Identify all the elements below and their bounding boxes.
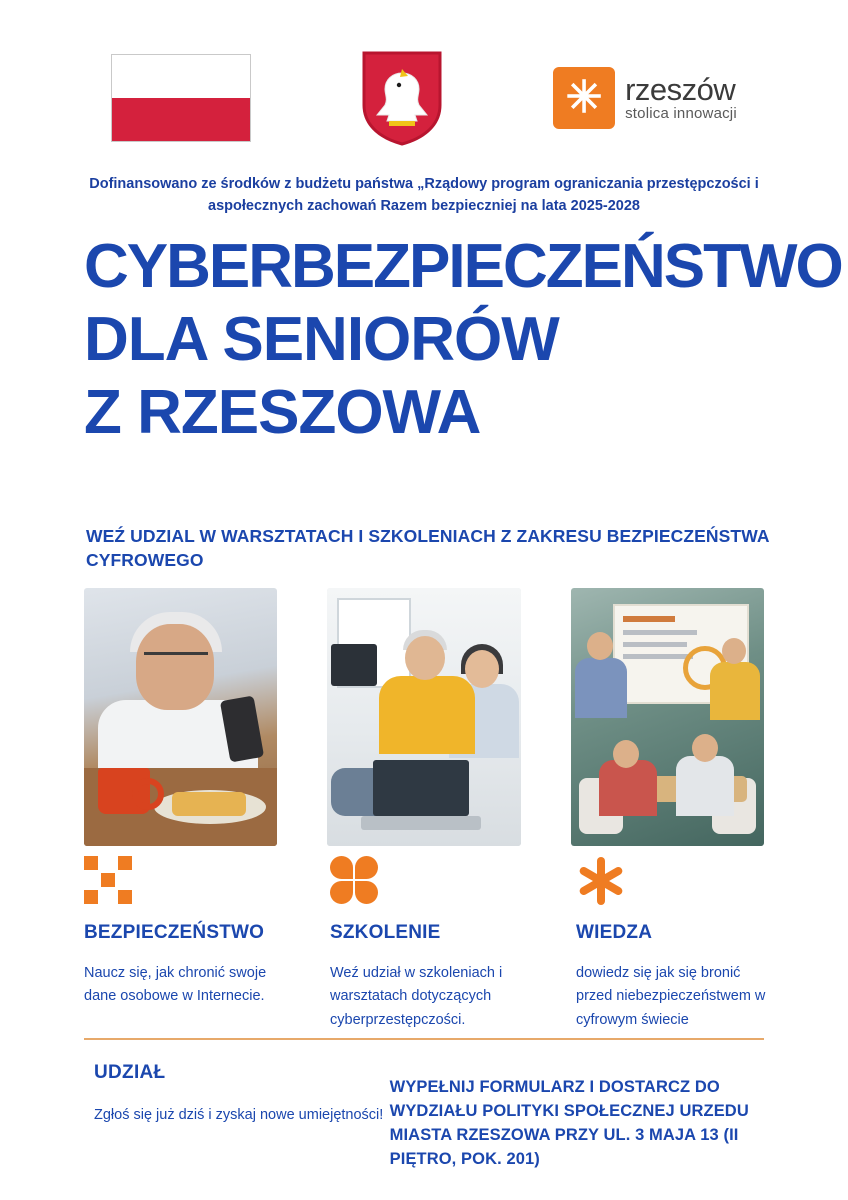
photo3-person1-body (575, 658, 627, 718)
feature-title: BEZPIECZEŃSTWO (84, 922, 265, 943)
photo2-man-body (379, 676, 475, 754)
feature-wiedza (576, 856, 772, 1032)
laptop-icon (373, 760, 469, 816)
headline-line-2: DLA SENIORÓW (84, 304, 559, 374)
rzeszow-logo-tagline: stolica innowacji (625, 105, 737, 123)
mug-icon (98, 768, 150, 814)
monitor-icon (331, 644, 377, 686)
rzeszow-mark-icon (553, 67, 615, 129)
poland-flag-icon (111, 54, 251, 142)
subheadline: WEŹ UDZIAL W WARSZTATACH I SZKOLENIACH Z ZAKRESU BEZPIECZEŃSTWA CYFROWEGO (86, 526, 769, 570)
headline-line-3: Z RZESZOWA (84, 377, 481, 447)
photo3-person4-body (676, 756, 734, 816)
feature-text: Weź udział w szkoleniach i warsztatach dotyczących cyberprzestępczości. (330, 965, 503, 1028)
footer-instructions: WYPEŁNIJ FORMULARZ I DOSTARCZ DO WYDZIAŁU POLITYKI SPOŁECZNEJ URZEDU MIASTA RZESZOWA PRZY UL. 3 MAJA 13 (II PIĘTRO, POK. 201) (389, 1078, 749, 1168)
photo-strip (84, 588, 764, 848)
photo3-person2-body (710, 662, 760, 720)
photo3-person2-head (722, 638, 746, 664)
feature-text: dowiedz się jak się bronić przed niebezpieczeństwem w cyfrowym świecie (576, 965, 766, 1028)
photo3-board-line-1 (623, 616, 675, 622)
rzeszow-logo (553, 67, 737, 129)
laptop-base (361, 816, 481, 830)
photo2-woman-head (465, 650, 499, 688)
photo3-board-line-4 (623, 654, 693, 659)
squares-icon (84, 856, 280, 908)
asterisk-icon (576, 856, 772, 908)
feature-text: Naucz się, jak chronić swoje dane osobowe w Internecie. (84, 965, 267, 1005)
feature-bezpieczenstwo (84, 856, 280, 1032)
glasses-icon (144, 652, 208, 669)
photo3-board-line-2 (623, 630, 697, 635)
feature-title: WIEDZA (576, 922, 653, 943)
page-title (84, 232, 842, 447)
rzeszow-logo-name: rzeszów (625, 71, 736, 107)
photo3-person1-head (587, 632, 613, 660)
footer-participation (84, 1062, 390, 1172)
flag-white-stripe (112, 55, 250, 98)
feature-title: SZKOLENIE (330, 922, 441, 943)
feature-szkolenie (330, 856, 526, 1032)
footer-text: Zgłoś się już dziś i zyskaj nowe umiejętności! (94, 1107, 384, 1123)
photo-senior-smartphone (84, 588, 277, 846)
photo3-person4-head (692, 734, 718, 762)
photo3-board-line-3 (623, 642, 687, 647)
headline-line-1: CYBERBEZPIECZEŃSTWO (84, 232, 842, 301)
photo3-person3-body (599, 760, 657, 816)
footer-title: UDZIAŁ (94, 1062, 166, 1083)
petals-icon (330, 856, 526, 908)
poland-emblem-icon (359, 49, 445, 147)
photo-workshop-group (571, 588, 764, 846)
logo-row (0, 48, 848, 148)
photo3-person3-head (613, 740, 639, 768)
photo-laptop-training (327, 588, 520, 846)
rzeszow-star-glyph: ✳ (565, 73, 603, 122)
flag-red-stripe (112, 98, 250, 141)
feature-columns (84, 856, 774, 1032)
rzeszow-logo-text (625, 71, 737, 123)
divider (84, 1038, 764, 1040)
footer (84, 1062, 774, 1172)
funding-note: Dofinansowano ze środków z budżetu państwa „Rządowy program ograniczania przestępczości i aspołecznych zachowań Razem bezpieczniej na lata 2025-2028 (89, 176, 759, 214)
photo1-bread (172, 792, 246, 816)
